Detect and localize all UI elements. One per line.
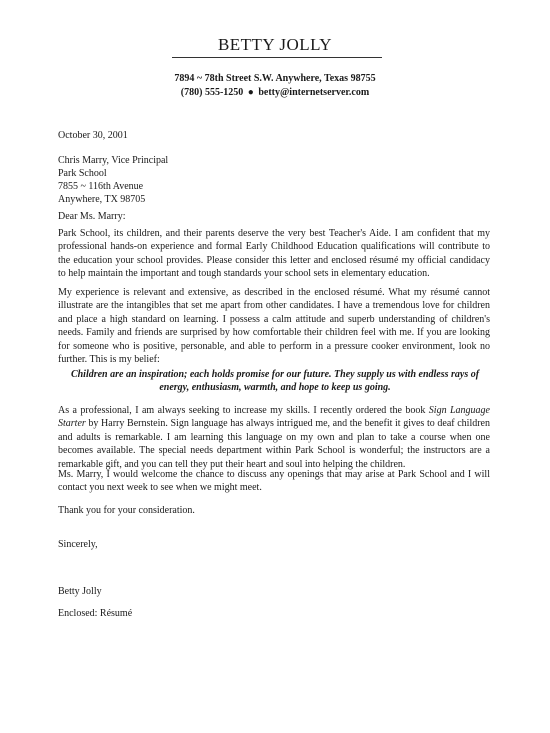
paragraph-3	[58, 404, 490, 471]
paragraph-3-text-a: As a professional, I am always seeking to increase my skills. I recently ordered the book	[58, 405, 429, 416]
recipient-street: 7855 ~ 116th Avenue	[58, 181, 144, 192]
paragraph-1: Park School, its children, and their parents deserve the very best Teacher's Aide. I am confident that my professional hands-on experience and formal Early Childhood Education qualifications will contribute to the education your school provides. Please consider this letter and enclosed résumé my official candidacy to help maintain the important and tough standards your school sets in elementary education.	[58, 228, 490, 280]
recipient-name: Chris Marry, Vice Principal	[58, 155, 169, 166]
letterhead-rule	[172, 57, 382, 58]
bullet-separator: ●	[247, 87, 254, 98]
sender-contact	[0, 87, 550, 98]
recipient-school: Park School	[58, 168, 107, 179]
signature-name: Betty Jolly	[58, 586, 102, 597]
recipient-city: Anywhere, TX 98705	[58, 194, 146, 205]
salutation: Dear Ms. Marry:	[58, 211, 126, 222]
sender-phone: (780) 555-1250	[180, 87, 244, 98]
letter-date: October 30, 2001	[58, 130, 128, 141]
recipient-block	[58, 154, 168, 206]
paragraph-3-text-b: by Harry Bernstein. Sign language has always intrigued me, and the benefit it gives to deaf children and adults is remarkable. I am learning this language on my own and plan to take a course when one becomes available. The special needs department within Park School is wonderful; the instructors are a remarkable gift, and you can tell they put their heart and soul into helping the children.	[58, 418, 490, 470]
sender-name: BETTY JOLLY	[217, 35, 333, 54]
book-title: Sign Language Starter	[58, 405, 490, 430]
sender-email: betty@internetserver.com	[258, 87, 370, 98]
belief-quote: Children are an inspiration; each holds promise for our future. They supply us with endless rays of energy, enthusiasm, warmth, and hope to keep us going.	[70, 369, 480, 393]
paragraph-5: Thank you for your consideration.	[58, 505, 195, 516]
sender-street: 7894 ~ 78th Street S.W. Anywhere, Texas 98755	[174, 73, 376, 84]
paragraph-2: My experience is relevant and extensive, as described in the enclosed résumé. What my résumé cannot illustrate are the intangibles that set me apart from other candidates. I have a tremendous love for children and place a high standard on learning. I possess a calm attitude and superb understanding of children's needs. Family and friends are surprised by how comfortable their children feel with me. If you are looking for someone who is positive, personable, and able to perform in a pressure cooker environment, look no further. This is my belief:	[58, 287, 490, 366]
enclosure-line: Enclosed: Résumé	[58, 608, 133, 619]
paragraph-4: Ms. Marry, I would welcome the chance to discuss any openings that may arise at Park School and I will contact you next week to see when we might meet.	[58, 469, 490, 494]
closing: Sincerely,	[58, 539, 98, 550]
